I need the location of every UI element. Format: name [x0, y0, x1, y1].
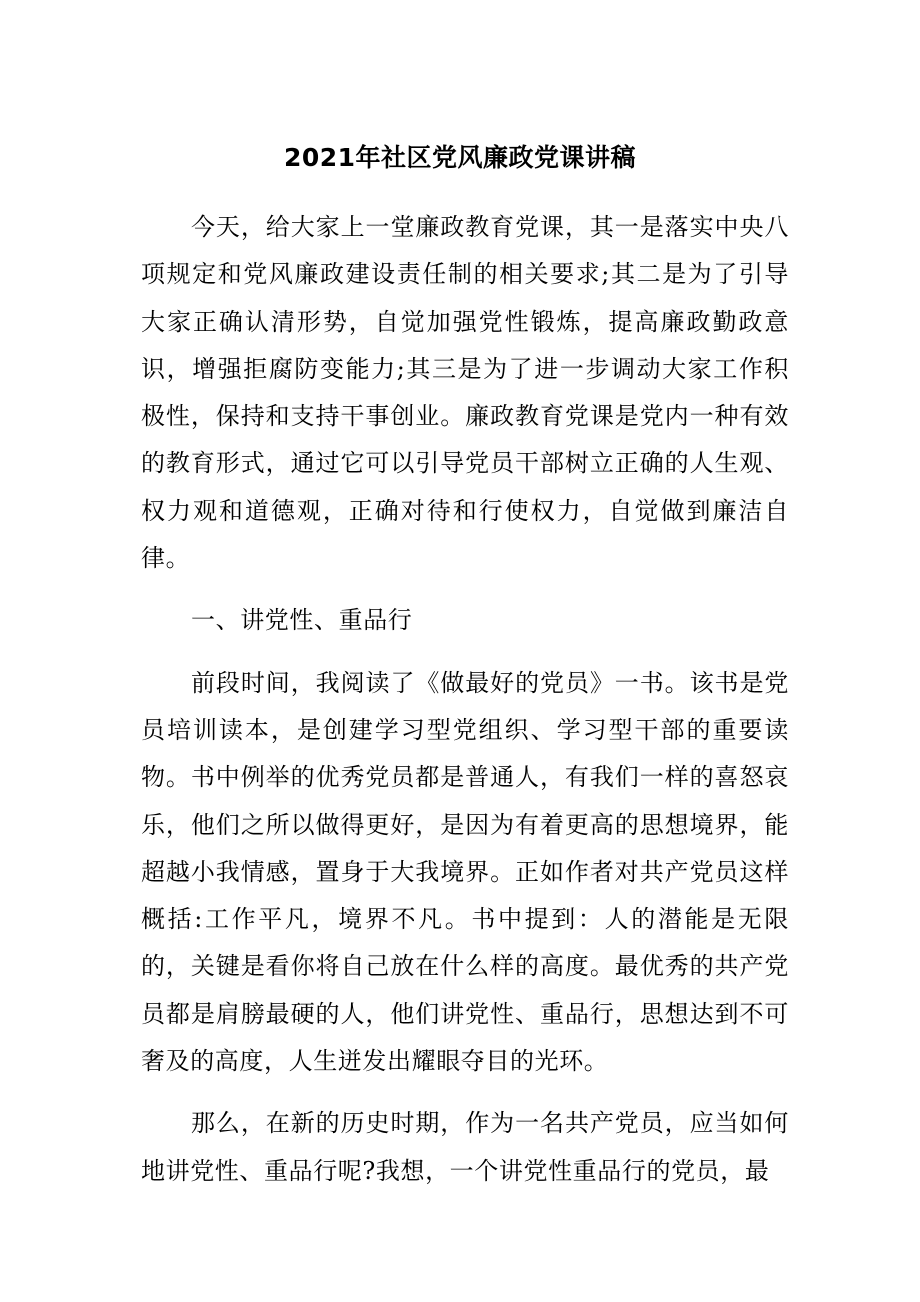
- paragraph-book-reading: 前段时间，我阅读了《做最好的党员》一书。该书是党员培训读本，是创建学习型党组织、学习型干部的重要读物。书中例举的优秀党员都是普通人，有我们一样的喜怒哀乐，他们之所以做得更好，是因为有着更高的思想境界，能超越小我情感，置身于大我境界。正如作者对共产党员这样概括:工作平凡，境界不凡。书中提到：人的潜能是无限的，关键是看你将自己放在什么样的高度。最优秀的共产党员都是肩膀最硬的人，他们讲党性、重品行，思想达到不可奢及的高度，人生迸发出耀眼夺目的光环。: [141, 668, 789, 1076]
- section-heading-1: 一、讲党性、重品行: [191, 606, 413, 635]
- document-title: 2021年社区党风廉政党课讲稿: [283, 143, 637, 172]
- paragraph-question: 那么，在新的历史时期，作为一名共产党员，应当如何地讲党性、重品行呢?我想，一个讲党性重品行的党员，最: [141, 1109, 789, 1185]
- document-body: [141, 204, 789, 1210]
- paragraph-intro: 今天，给大家上一堂廉政教育党课，其一是落实中央八项规定和党风廉政建设责任制的相关要求;其二是为了引导大家正确认清形势，自觉加强党性锻炼，提高廉政勤政意识，增强拒腐防变能力;其三是为了进一步调动大家工作积极性，保持和支持干事创业。廉政教育党课是党内一种有效的教育形式，通过它可以引导党员干部树立正确的人生观、权力观和道德观，正确对待和行使权力，自觉做到廉洁自律。: [141, 213, 789, 573]
